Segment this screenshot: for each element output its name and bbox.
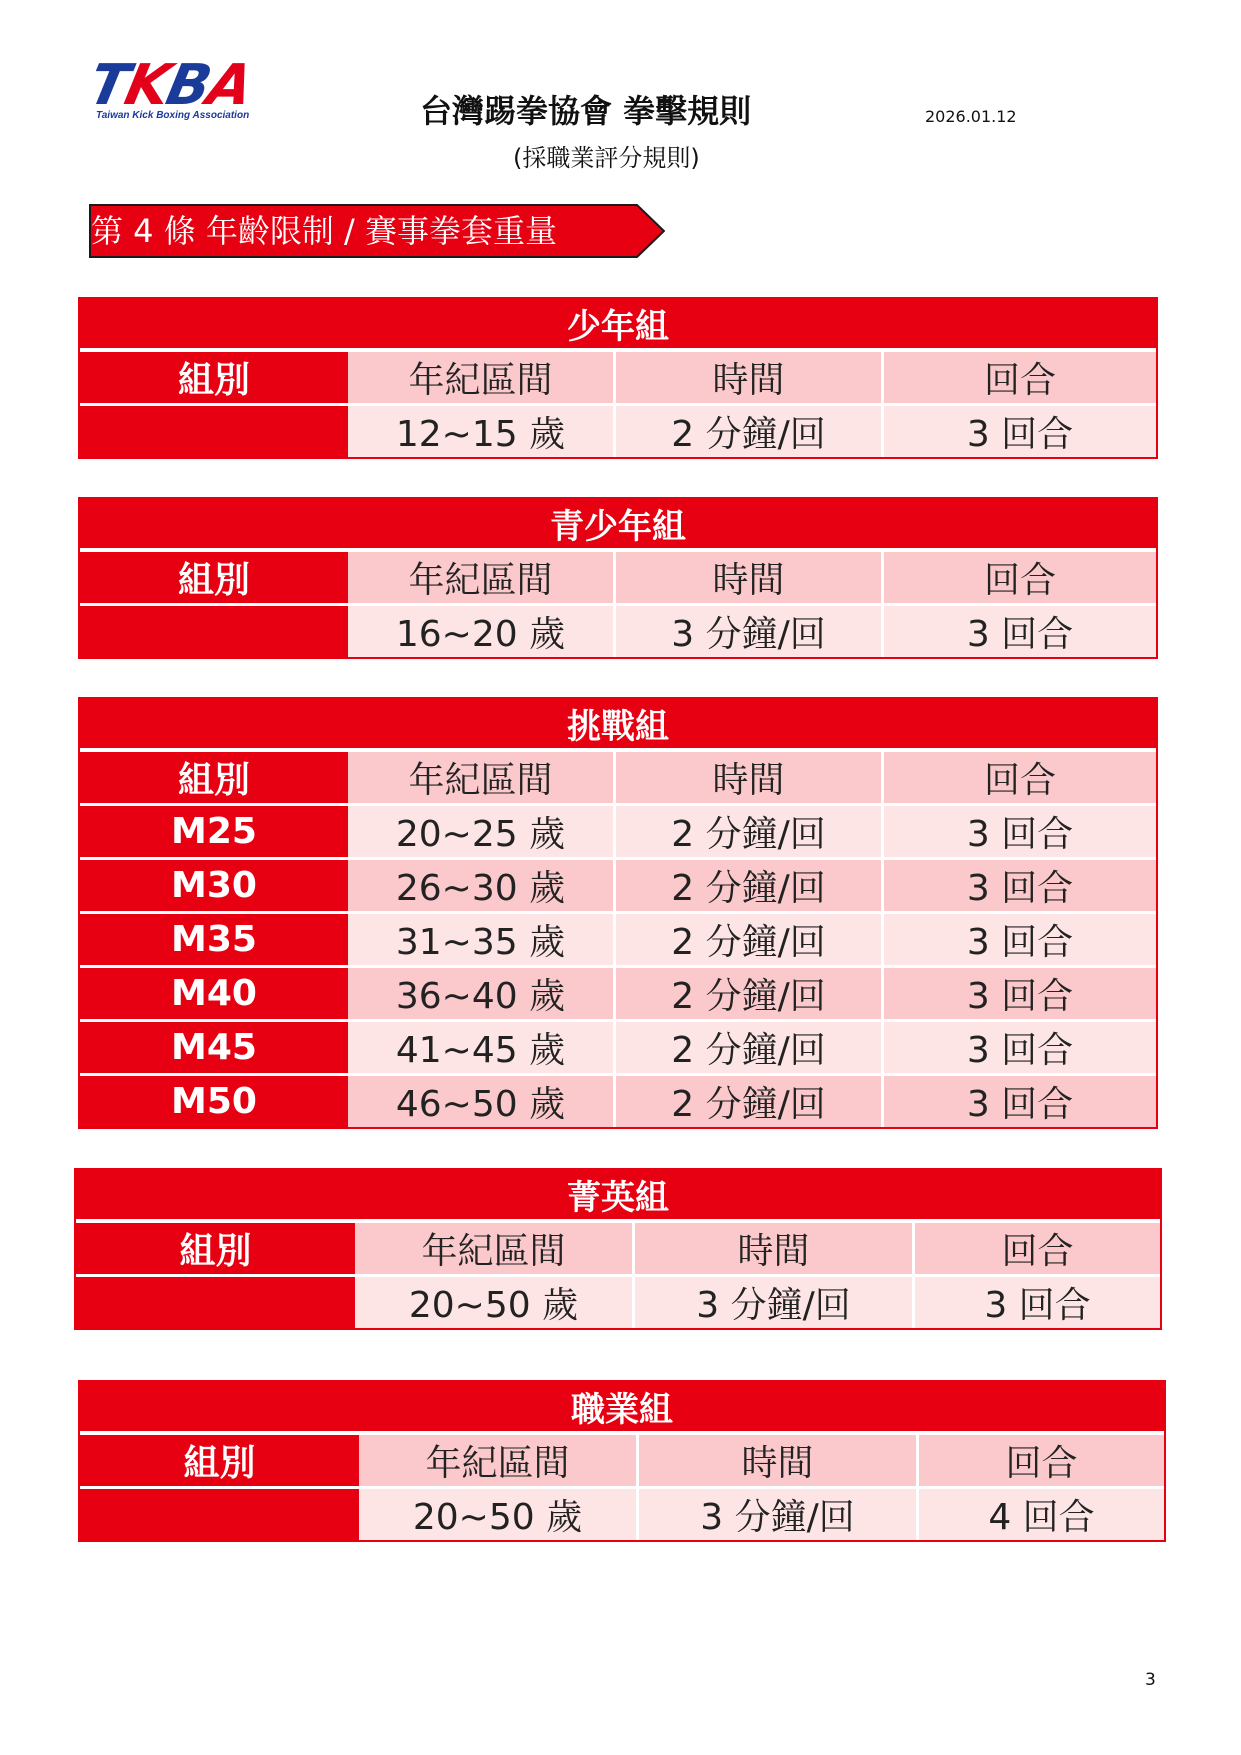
time-cell: 3 分鐘/回	[639, 1489, 919, 1540]
time-cell: 2 分鐘/回	[616, 406, 884, 457]
age-header: 年紀區間	[348, 752, 616, 806]
time-cell: 3 分鐘/回	[635, 1277, 915, 1328]
age-cell: 20~50 歲	[355, 1277, 635, 1328]
rounds-cell: 3 回合	[884, 1022, 1156, 1076]
group-cell	[80, 1489, 359, 1540]
group-header: 組別	[76, 1223, 355, 1277]
time-header: 時間	[616, 752, 884, 806]
group-cell: M25	[80, 806, 348, 860]
table-row	[80, 968, 1156, 1022]
junior-table	[78, 297, 1158, 459]
table-row	[76, 1277, 1160, 1328]
rounds-cell: 3 回合	[915, 1277, 1160, 1328]
table-row	[80, 1022, 1156, 1076]
time-cell: 2 分鐘/回	[616, 1022, 884, 1076]
age-cell: 12~15 歲	[348, 406, 616, 457]
rounds-cell: 3 回合	[884, 406, 1156, 457]
youth-table	[78, 497, 1158, 659]
age-header: 年紀區間	[355, 1223, 635, 1277]
group-cell: M45	[80, 1022, 348, 1076]
document-date: 2026.01.12	[925, 107, 1017, 126]
time-cell: 2 分鐘/回	[616, 806, 884, 860]
table-row	[80, 606, 1156, 657]
table-title: 挑戰組	[80, 699, 1156, 752]
group-cell: M40	[80, 968, 348, 1022]
table-title: 青少年組	[80, 499, 1156, 552]
group-cell: M30	[80, 860, 348, 914]
rounds-header: 回合	[919, 1435, 1164, 1489]
rounds-cell: 3 回合	[884, 806, 1156, 860]
time-header: 時間	[616, 552, 884, 606]
time-cell: 2 分鐘/回	[616, 968, 884, 1022]
pro-table	[78, 1380, 1166, 1542]
rounds-cell: 3 回合	[884, 860, 1156, 914]
time-header: 時間	[616, 352, 884, 406]
age-cell: 41~45 歲	[348, 1022, 616, 1076]
group-header: 組別	[80, 752, 348, 806]
group-header: 組別	[80, 552, 348, 606]
elite-table	[74, 1168, 1162, 1330]
rounds-cell: 3 回合	[884, 968, 1156, 1022]
age-header: 年紀區間	[348, 352, 616, 406]
group-header: 組別	[80, 352, 348, 406]
logo-subtitle: Taiwan Kick Boxing Association	[96, 110, 250, 121]
table-row	[80, 1489, 1164, 1540]
age-cell: 26~30 歲	[348, 860, 616, 914]
time-cell: 3 分鐘/回	[616, 606, 884, 657]
table-title: 少年組	[80, 299, 1156, 352]
age-cell: 31~35 歲	[348, 914, 616, 968]
group-cell	[80, 406, 348, 457]
table-row	[80, 860, 1156, 914]
rounds-cell: 3 回合	[884, 606, 1156, 657]
rounds-cell: 3 回合	[884, 1076, 1156, 1127]
section-banner	[89, 204, 665, 258]
age-cell: 20~25 歲	[348, 806, 616, 860]
tkba-logo	[83, 53, 270, 128]
rounds-cell: 3 回合	[884, 914, 1156, 968]
age-cell: 36~40 歲	[348, 968, 616, 1022]
challenge-table	[78, 697, 1158, 1129]
table-row	[80, 806, 1156, 860]
time-cell: 2 分鐘/回	[616, 860, 884, 914]
page-number: 3	[1145, 1670, 1156, 1690]
table-row	[80, 406, 1156, 457]
logo-wordmark: TKBA	[83, 53, 257, 118]
group-cell: M50	[80, 1076, 348, 1127]
group-cell: M35	[80, 914, 348, 968]
age-header: 年紀區間	[348, 552, 616, 606]
table-row	[80, 914, 1156, 968]
time-cell: 2 分鐘/回	[616, 914, 884, 968]
table-title: 菁英組	[76, 1170, 1160, 1223]
time-header: 時間	[635, 1223, 915, 1277]
section-title: 第 4 條 年齡限制 / 賽事拳套重量	[91, 212, 558, 250]
age-header: 年紀區間	[359, 1435, 639, 1489]
group-cell	[76, 1277, 355, 1328]
table-title: 職業組	[80, 1382, 1164, 1435]
rounds-header: 回合	[884, 752, 1156, 806]
document-subtitle: (採職業評分規則)	[513, 144, 700, 172]
time-header: 時間	[639, 1435, 919, 1489]
rounds-cell: 4 回合	[919, 1489, 1164, 1540]
group-header: 組別	[80, 1435, 359, 1489]
age-cell: 20~50 歲	[359, 1489, 639, 1540]
rounds-header: 回合	[915, 1223, 1160, 1277]
age-cell: 46~50 歲	[348, 1076, 616, 1127]
group-cell	[80, 606, 348, 657]
time-cell: 2 分鐘/回	[616, 1076, 884, 1127]
rounds-header: 回合	[884, 552, 1156, 606]
rounds-header: 回合	[884, 352, 1156, 406]
table-row	[80, 1076, 1156, 1127]
age-cell: 16~20 歲	[348, 606, 616, 657]
document-title: 台灣踢拳協會 拳擊規則	[420, 92, 752, 130]
